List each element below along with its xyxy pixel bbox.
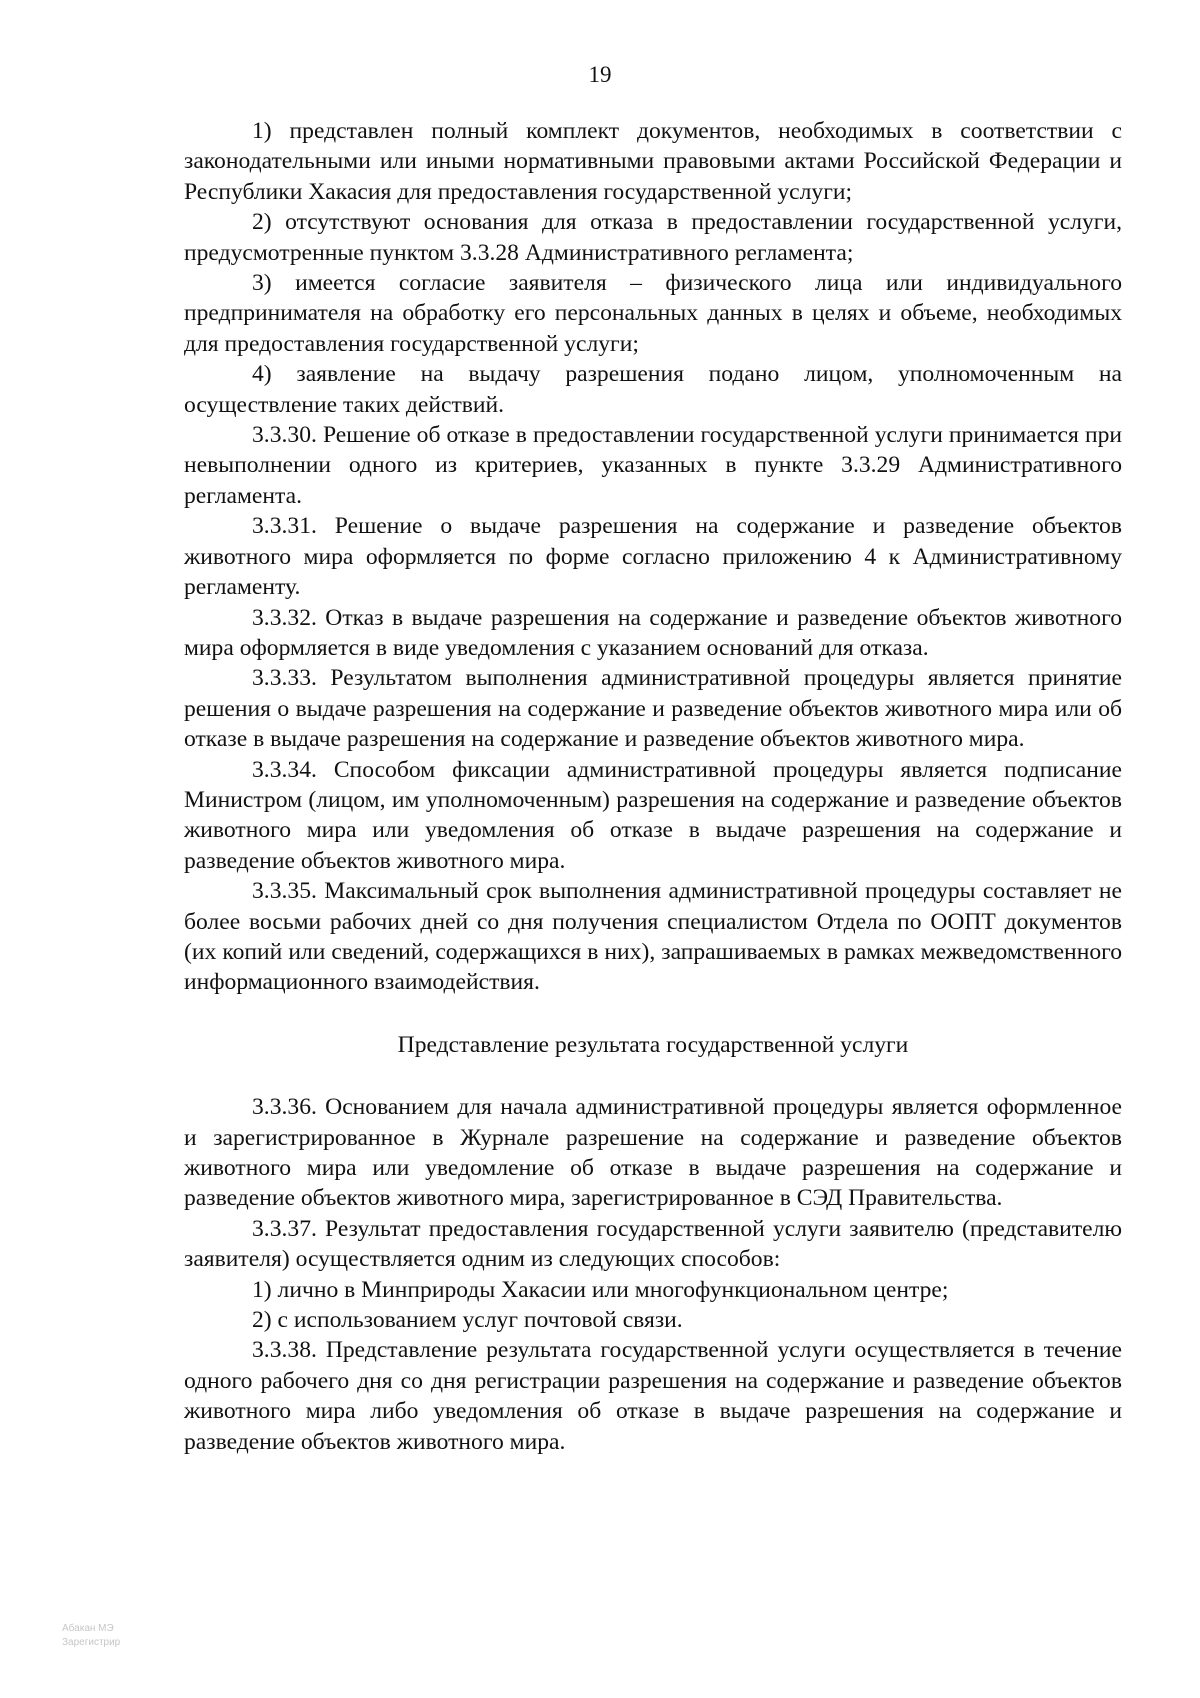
section-heading: Представление результата государственной услуги — [397, 1031, 909, 1058]
paragraph: 2) с использованием услуг почтовой связи. — [252, 1307, 683, 1334]
paragraph: 3.3.30. Решение об отказе в предоставлении государственной услуги принимается при невыполнении одного из критериев, указанных в пункте 3.3.29 Административного регламента. — [184, 422, 1122, 509]
paragraph: 3.3.35. Максимальный срок выполнения административной процедуры составляет не более восьми рабочих дней со дня получения специалистом Отдела по ООПТ документов (их копий или сведений, содержащихся в них), запрашиваемых в рамках межведомственного информационного взаимодействия. — [184, 878, 1122, 996]
paragraph: 3.3.37. Результат предоставления государственной услуги заявителю (представителю заявителя) осуществляется одним из следующих способов: — [184, 1215, 1122, 1273]
paragraph: 3.3.33. Результатом выполнения административной процедуры является принятие решения о выдаче разрешения на содержание и разведение объектов животного мира или об отказе в выдаче разрешения на содержание и разведение объектов животного мира. — [184, 665, 1122, 753]
registration-stamp — [62, 1622, 120, 1650]
document-body — [184, 116, 1122, 1457]
stamp-line: Зарегистрир — [62, 1637, 121, 1648]
paragraph: 3.3.31. Решение о выдаче разрешения на содержание и разведение объектов животного мира оформляется по форме согласно приложению 4 к Административному регламенту. — [184, 513, 1122, 601]
paragraph: 3) имеется согласие заявителя – физического лица или индивидуального предпринимателя на обработку его персональных данных в целях и объеме, необходимых для предоставления государственной услуги; — [184, 270, 1122, 357]
page-number: 19 — [588, 62, 612, 87]
paragraph: 1) представлен полный комплект документов, необходимых в соответствии с законодательными или иными нормативными правовыми актами Российской Федерации и Республики Хакасия для предоставления государственной услуги; — [184, 118, 1122, 205]
paragraph: 3.3.32. Отказ в выдаче разрешения на содержание и разведение объектов животного мира оформляется в виде уведомления с указанием оснований для отказа. — [184, 604, 1122, 661]
paragraph: 3.3.36. Основанием для начала административной процедуры является оформленное и зарегистрированное в Журнале разрешение на содержание и разведение объектов животного мира или уведомление об отказе в выдаче разрешения на содержание и разведение объектов животного мира, зарегистрированное в СЭД Правительства. — [184, 1094, 1122, 1212]
paragraph: 1) лично в Минприроды Хакасии или многофункциональном центре; — [252, 1276, 949, 1303]
paragraph: 3.3.38. Представление результата государственной услуги осуществляется в течение одного рабочего дня со дня регистрации разрешения на содержание и разведение объектов животного мира либо уведомления об отказе в выдаче разрешения на содержание и разведение объектов животного мира. — [184, 1337, 1122, 1455]
paragraph: 2) отсутствуют основания для отказа в предоставлении государственной услуги, предусмотренные пунктом 3.3.28 Административного регламента; — [184, 209, 1122, 266]
paragraph: 3.3.34. Способом фиксации административной процедуры является подписание Министром (лицом, им уполномоченным) разрешения на содержание и разведение объектов животного мира или уведомления об отказе в выдаче разрешения на содержание и разведение объектов животного мира. — [184, 756, 1122, 874]
stamp-line: Абакан МЭ — [62, 1623, 114, 1634]
paragraph: 4) заявление на выдачу разрешения подано лицом, уполномоченным на осуществление таких действий. — [184, 361, 1122, 418]
